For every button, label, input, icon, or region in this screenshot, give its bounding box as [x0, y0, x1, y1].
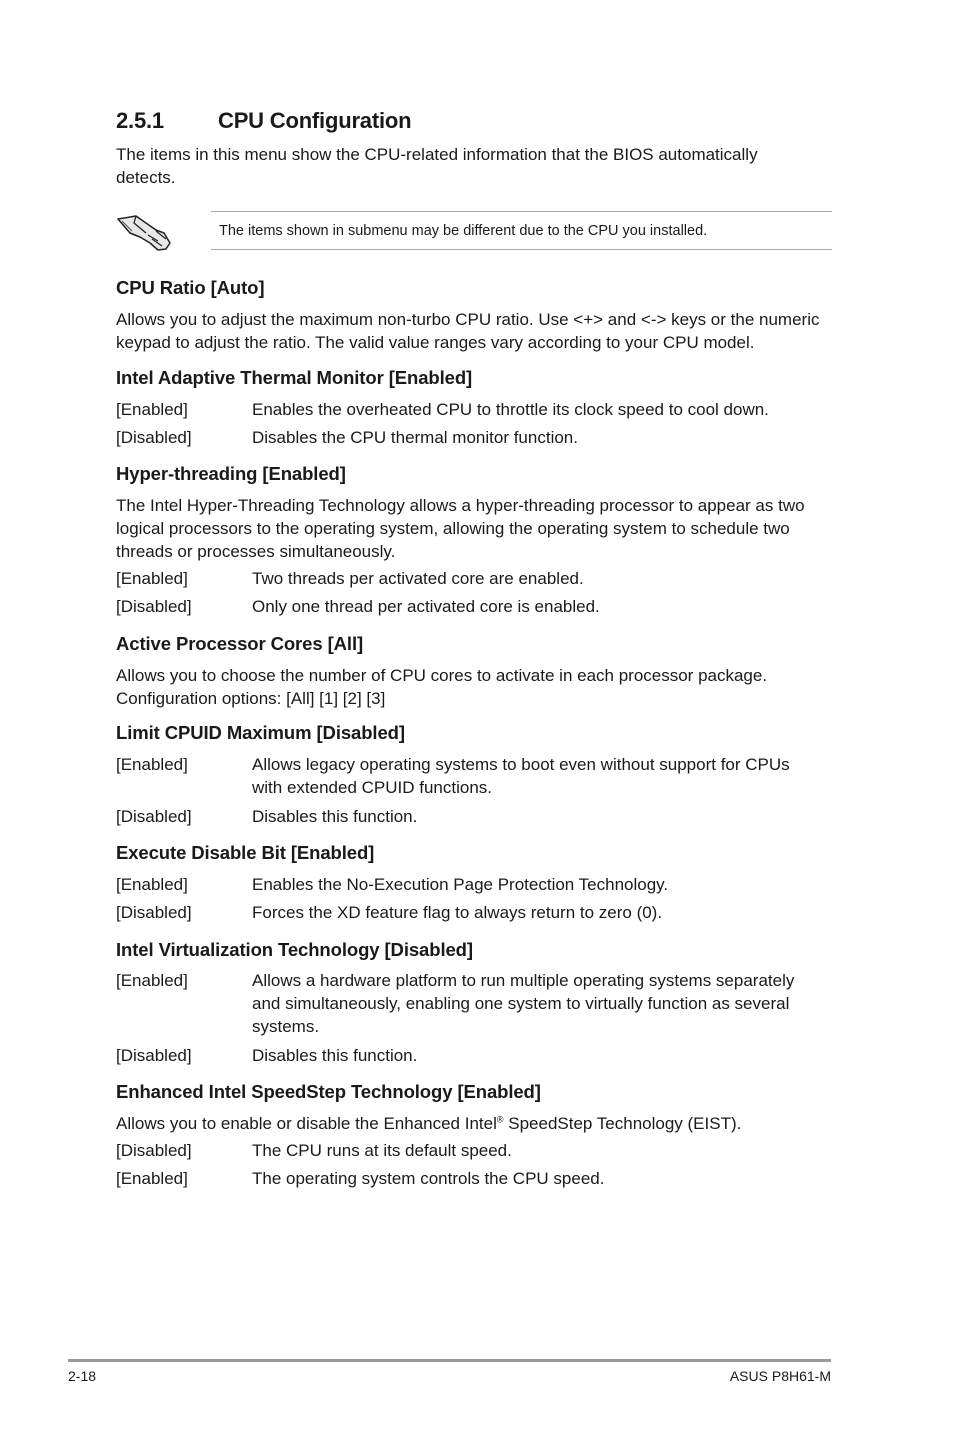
option-key: [Disabled] [116, 1141, 192, 1160]
footer-rule [68, 1359, 831, 1362]
note-text: The items shown in submenu may be different due to the CPU you installed. [211, 211, 832, 250]
intro-paragraph: The items in this menu show the CPU-related information that the BIOS automatically detects. [116, 145, 758, 187]
cpu-ratio-desc: Allows you to adjust the maximum non-turbo CPU ratio. Use <+> and <-> keys or the numeric keypad to adjust the ratio. The valid value ranges vary according to your CPU model. [116, 310, 820, 352]
option-key: [Enabled] [116, 971, 188, 990]
option-desc: Two threads per activated core are enabled. [252, 569, 584, 588]
option-desc: Allows a hardware platform to run multiple operating systems separately and simultaneously, enabling one system to virtually function as several systems. [252, 971, 795, 1036]
cpu-ratio-heading: CPU Ratio [Auto] [116, 277, 265, 298]
option-desc: Enables the No-Execution Page Protection Technology. [252, 875, 669, 894]
option-desc: The operating system controls the CPU speed. [252, 1169, 605, 1188]
option-key: [Disabled] [116, 428, 192, 447]
option-key: [Disabled] [116, 807, 192, 826]
section-number: 2.5.1 [116, 108, 164, 133]
option-desc: Allows legacy operating systems to boot even without support for CPUs with extended CPUID functions. [252, 755, 790, 797]
active-cores-desc: Allows you to choose the number of CPU cores to activate in each processor package. Configuration options: [All] [1] [2] [3] [116, 666, 768, 708]
option-desc: Enables the overheated CPU to throttle its clock speed to cool down. [252, 400, 769, 419]
option-desc: The CPU runs at its default speed. [252, 1141, 512, 1160]
option-key: [Enabled] [116, 1169, 188, 1188]
option-key: [Enabled] [116, 755, 188, 774]
hyper-threading-desc: The Intel Hyper-Threading Technology allows a hyper-threading processor to appear as two logical processors to the operating system, allowing the operating system to schedule two threads or processes simultaneously. [116, 496, 805, 561]
thermal-monitor-heading: Intel Adaptive Thermal Monitor [Enabled] [116, 367, 473, 388]
execute-disable-heading: Execute Disable Bit [Enabled] [116, 842, 375, 863]
option-key: [Enabled] [116, 400, 188, 419]
active-cores-heading: Active Processor Cores [All] [116, 633, 364, 654]
option-desc: Disables the CPU thermal monitor function. [252, 428, 578, 447]
speedstep-desc [116, 1112, 832, 1135]
note [116, 211, 832, 252]
option-key: [Disabled] [116, 1046, 192, 1065]
hand-pointer-icon [116, 213, 172, 253]
option-desc: Only one thread per activated core is enabled. [252, 597, 600, 616]
option-desc: Disables this function. [252, 1046, 418, 1065]
speedstep-desc-a: Allows you to enable or disable the Enhanced Intel [116, 1114, 497, 1133]
product-name: ASUS P8H61-M [729, 1368, 831, 1384]
hyper-threading-heading: Hyper-threading [Enabled] [116, 463, 346, 484]
virtualization-heading: Intel Virtualization Technology [Disabled] [116, 939, 473, 960]
speedstep-desc-b: SpeedStep Technology (EIST). [503, 1114, 742, 1133]
option-desc: Disables this function. [252, 807, 418, 826]
option-key: [Disabled] [116, 597, 192, 616]
limit-cpuid-heading: Limit CPUID Maximum [Disabled] [116, 722, 405, 743]
option-desc: Forces the XD feature flag to always return to zero (0). [252, 903, 663, 922]
section-title-text: CPU Configuration [218, 108, 412, 133]
option-key: [Enabled] [116, 875, 188, 894]
page-number: 2-18 [68, 1368, 97, 1384]
section-title [116, 108, 411, 134]
option-key: [Enabled] [116, 569, 188, 588]
registered-mark: ® [496, 1114, 504, 1125]
speedstep-heading: Enhanced Intel SpeedStep Technology [Enabled] [116, 1081, 541, 1102]
option-key: [Disabled] [116, 903, 192, 922]
